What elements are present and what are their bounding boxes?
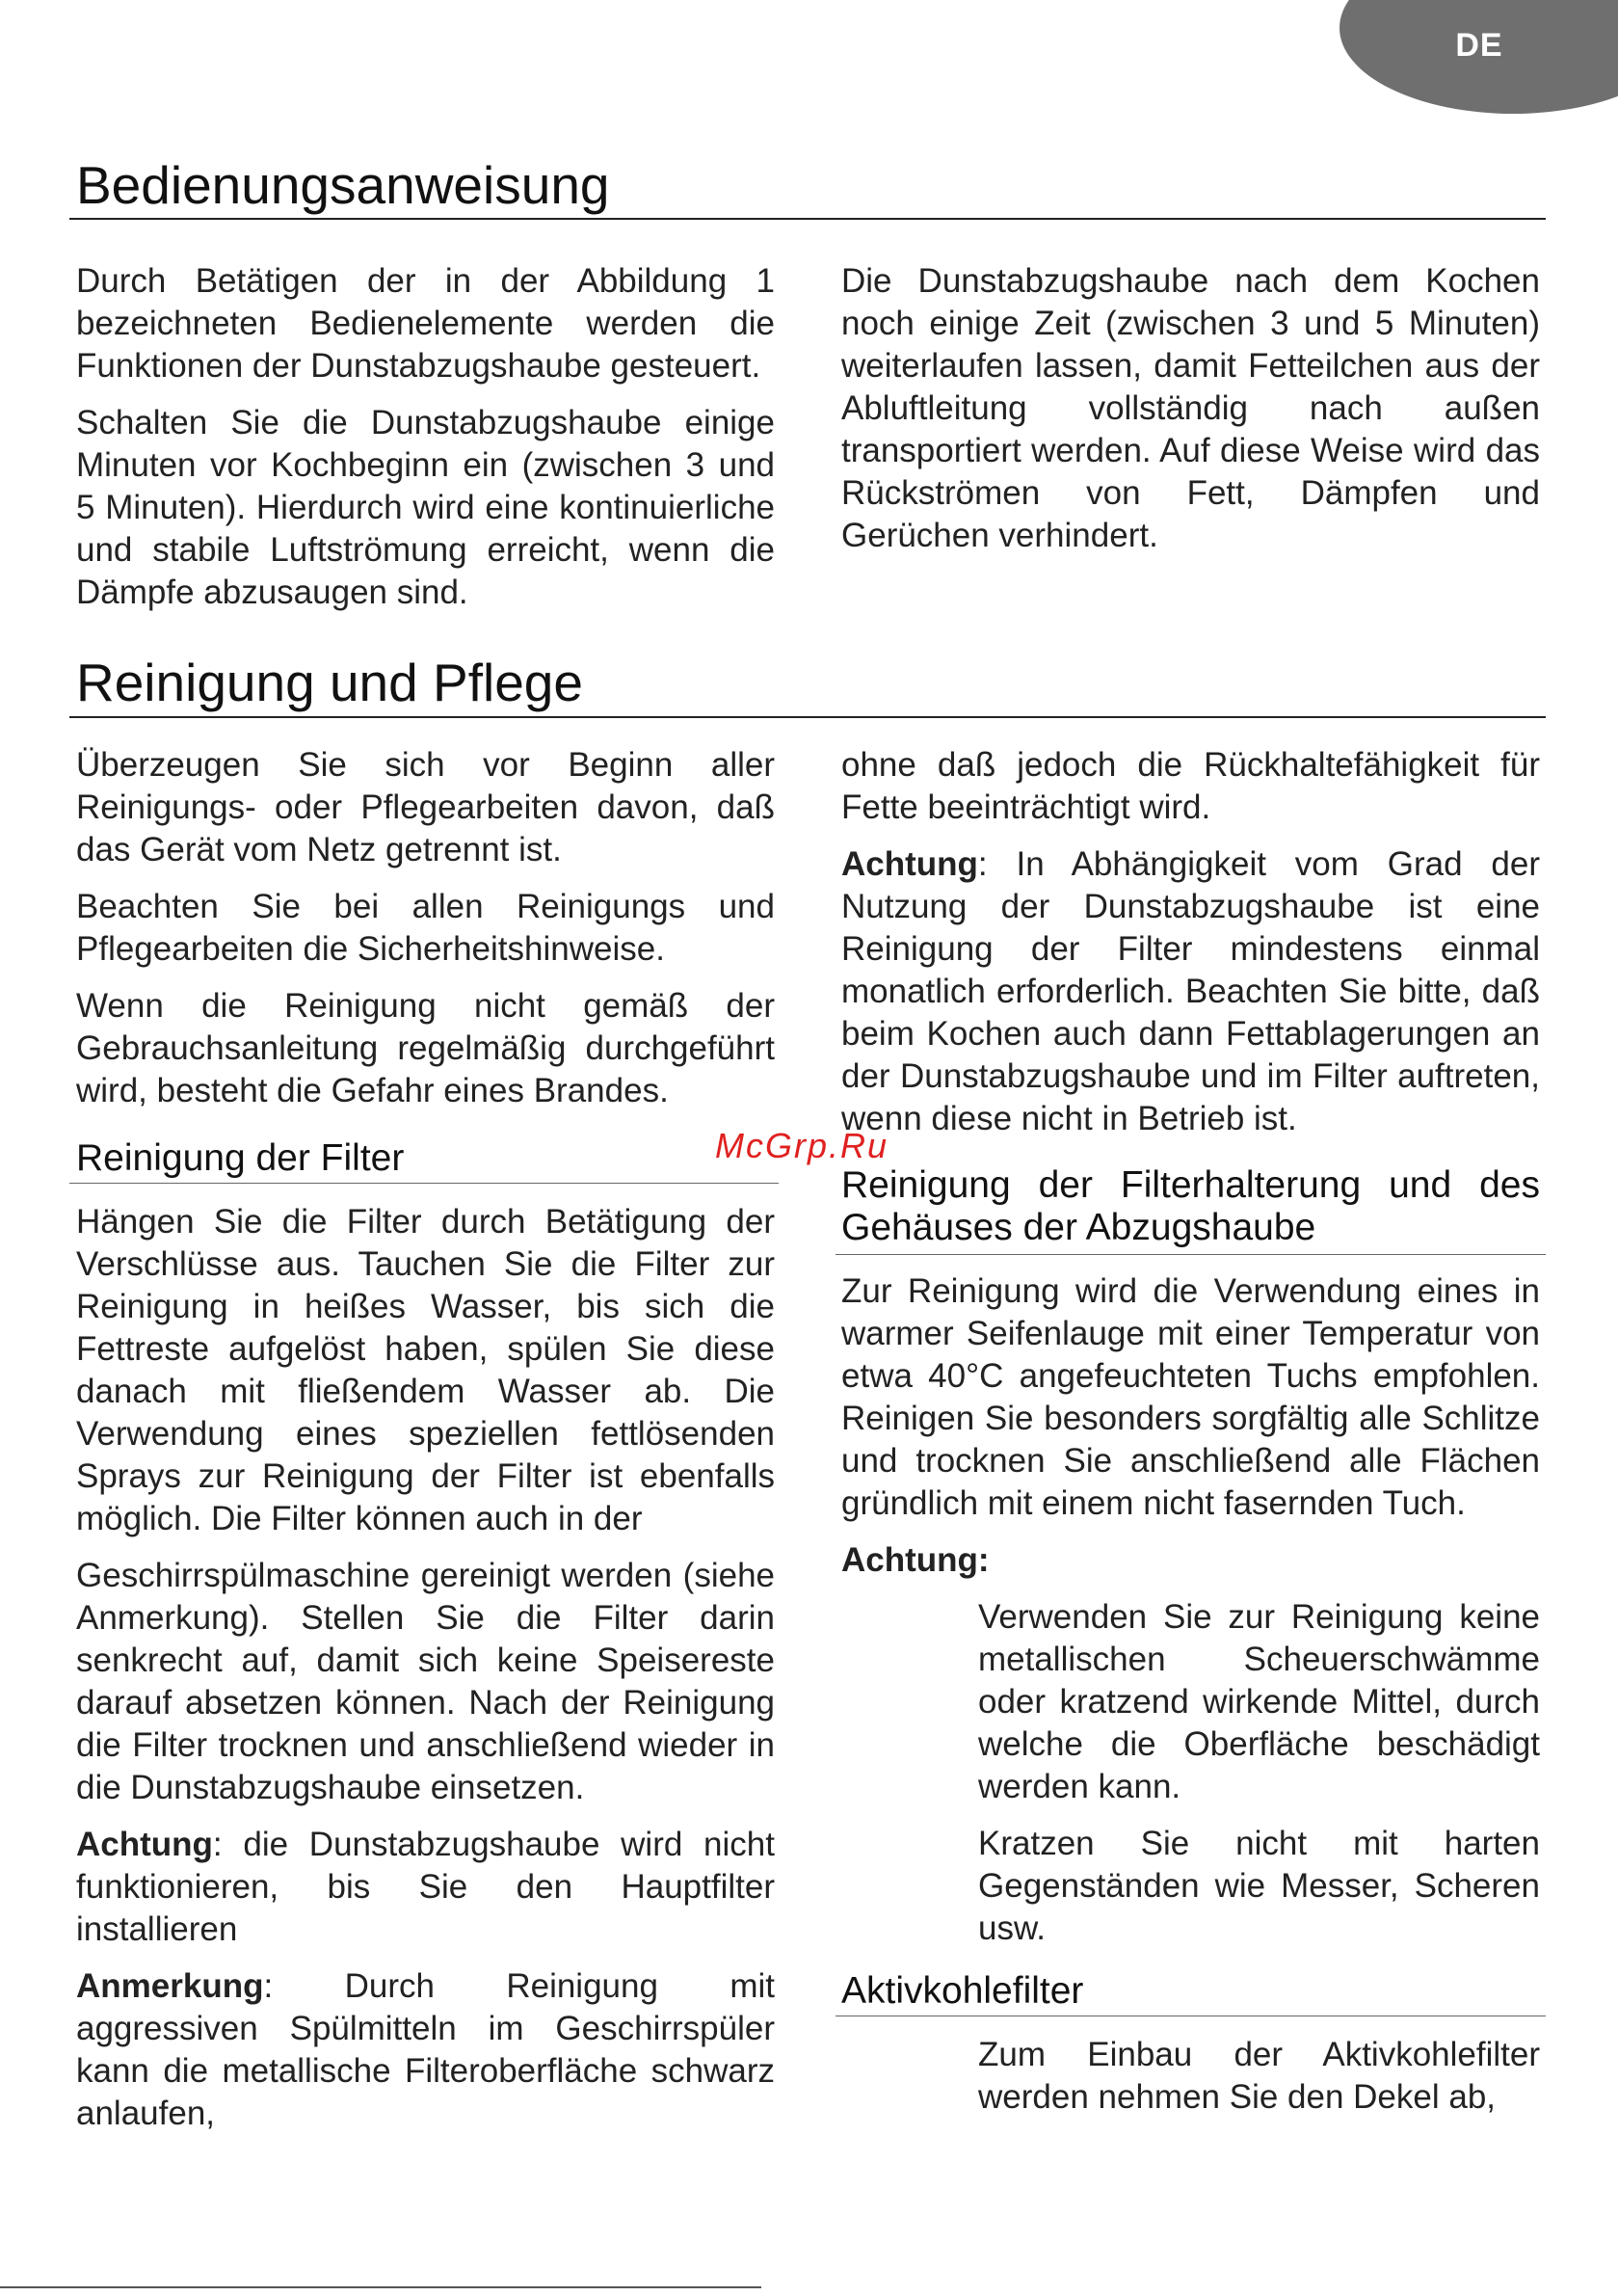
- paragraph: ohne daß jedoch die Rückhaltefähigkeit für Fette beeinträchtigt wird.: [841, 746, 1540, 826]
- page-bottom-rule: [0, 2286, 761, 2288]
- warning-label: Achtung: [76, 1826, 213, 1863]
- paragraph: Beachten Sie bei allen Reinigungs und Pflegearbeiten die Sicherheitshinweise.: [76, 888, 775, 968]
- paragraph: Zum Einbau der Aktivkohlefilter werden nehmen Sie den Dekel ab,: [978, 2036, 1540, 2116]
- subsection-rule: [69, 1183, 779, 1184]
- paragraph: Die Dunstabzugshaube nach dem Kochen noch einige Zeit (zwischen 3 und 5 Minuten) weiterlaufen lassen, damit Fetteilchen aus der Abluftleitung vollständig nach außen transportiert werden. Auf diese Weise wird das Rückströmen von Fett, Dämpfen und Gerüchen verhindert.: [841, 262, 1540, 554]
- watermark: McGrp.Ru: [715, 1126, 889, 1165]
- subsection-title-housing: Reinigung der Filterhalterung und des Gehäuses der Abzugshaube: [841, 1164, 1540, 1248]
- paragraph: Durch Betätigen der in der Abbildung 1 bezeichneten Bedienelemente werden die Funktionen der Dunstabzugshaube gesteuert.: [76, 262, 775, 385]
- warning-text: : die Dunstabzugshaube wird nicht funktionieren, bis Sie den Hauptfilter installieren: [76, 1826, 775, 1948]
- cleaning-warning: [841, 843, 1540, 1140]
- housing-column: [841, 1270, 1540, 1964]
- warning-item: Kratzen Sie nicht mit harten Gegenständen wie Messer, Scheren usw.: [978, 1825, 1540, 1947]
- warning-label: Achtung:: [841, 1541, 990, 1579]
- section-rule: [69, 218, 1546, 220]
- filter-note: [76, 1965, 775, 2135]
- warning-label: Achtung: [841, 845, 978, 883]
- filter-warning: [76, 1824, 775, 1951]
- carbon-column: [841, 2034, 1540, 2133]
- paragraph: Schalten Sie die Dunstabzugshaube einige Minuten vor Kochbeginn ein (zwischen 3 und 5 Minuten). Hierdurch wird eine kontinuierliche und stabile Luftströmung erreicht, wenn die Dämpfe abzusaugen sind.: [76, 404, 775, 611]
- filter-column: [76, 1201, 775, 2149]
- subsection-rule: [836, 1254, 1546, 1255]
- subsection-title-carbon: Aktivkohlefilter: [841, 1970, 1084, 2012]
- operation-right-column: [841, 260, 1540, 572]
- language-label: DE: [1455, 27, 1503, 64]
- paragraph: Zur Reinigung wird die Verwendung eines in warmer Seifenlauge mit einer Temperatur von etwa 40°C angefeuchteten Tuchs empfohlen. Reinigen Sie besonders sorgfältig alle Schlitze und trocknen Sie anschließend alle Flächen gründlich mit einem nicht fasernden Tuch.: [841, 1272, 1540, 1522]
- section-title-operation: Bedienungsanweisung: [76, 155, 610, 215]
- paragraph: Wenn die Reinigung nicht gemäß der Gebrauchsanleitung regelmäßig durchgeführt wird, besteht die Gefahr eines Brandes.: [76, 987, 775, 1109]
- cleaning-left-intro: [76, 744, 775, 1127]
- section-title-cleaning: Reinigung und Pflege: [76, 653, 583, 712]
- operation-left-column: [76, 260, 775, 628]
- paragraph: Hängen Sie die Filter durch Betätigung der Verschlüsse aus. Tauchen Sie die Filter zur Reinigung in heißes Wasser, bis sich die Fettreste aufgelöst haben, spülen Sie diese danach mit fließendem Wasser ab. Die Verwendung eines speziellen fettlösenden Sprays zur Reinigung der Filter ist ebenfalls möglich. Die Filter können auch in der: [76, 1203, 775, 1537]
- paragraph: Geschirrspülmaschine gereinigt werden (siehe Anmerkung). Stellen Sie die Filter darin senkrecht auf, damit sich keine Speisereste darauf absetzen können. Nach der Reinigung die Filter trocknen und anschließend wieder in die Dunstabzugshaube einsetzen.: [76, 1557, 775, 1806]
- note-label: Anmerkung: [76, 1967, 264, 2005]
- warning-text: : In Abhängigkeit vom Grad der Nutzung der Dunstabzugshaube ist eine Reinigung der Filter mindestens einmal monatlich erforderlich. Beachten Sie bitte, daß beim Kochen auch dann Fettablagerungen an der Dunstabzugshaube und im Filter auftreten, wenn diese nicht in Betrieb ist.: [841, 845, 1540, 1137]
- section-rule: [69, 716, 1546, 718]
- cleaning-right-column: [841, 744, 1540, 1155]
- note-text: : Durch Reinigung mit aggressiven Spülmitteln im Geschirrspüler kann die metallische Filteroberfläche schwarz anlaufen,: [76, 1967, 775, 2132]
- warning-item: Verwenden Sie zur Reinigung keine metallischen Scheuerschwämme oder kratzend wirkende Mittel, durch welche die Oberfläche beschädigt werden kann.: [978, 1598, 1540, 1805]
- subsection-title-filter: Reinigung der Filter: [76, 1137, 405, 1179]
- paragraph: Überzeugen Sie sich vor Beginn aller Reinigungs- oder Pflegearbeiten davon, daß das Gerät vom Netz getrennt ist.: [76, 746, 775, 868]
